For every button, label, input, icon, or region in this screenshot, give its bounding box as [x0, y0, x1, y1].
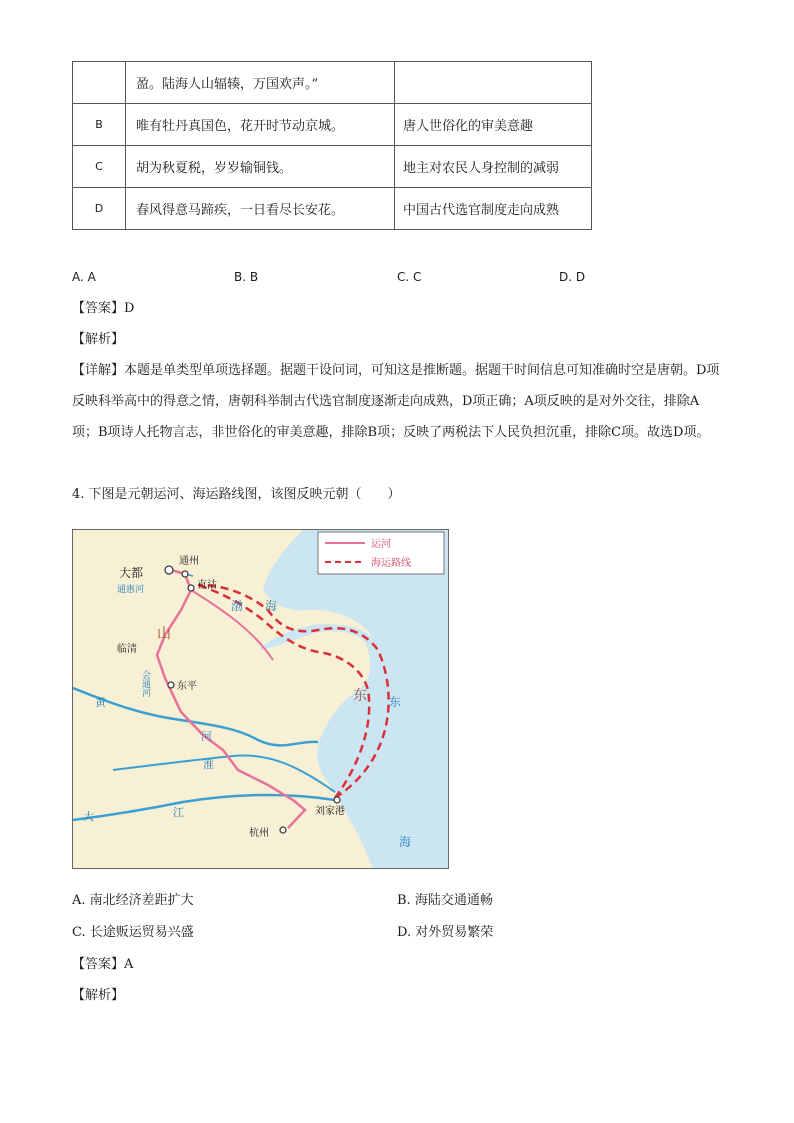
dongping-label: 东平: [177, 681, 197, 692]
row-letter: [73, 62, 126, 104]
hangzhou-label: 杭州: [249, 828, 269, 839]
sea-label-east: 东: [389, 695, 402, 709]
yellow-river: [73, 688, 318, 745]
row-letter: B: [73, 104, 126, 146]
linqing-label: 临清: [117, 644, 137, 655]
row-conclusion: 唐人世俗化的审美意趣: [395, 104, 592, 146]
table-row: [73, 146, 592, 188]
huaihe-label: 淮: [203, 758, 214, 771]
legend-canal-label: 运河: [371, 539, 391, 550]
map-svg: [73, 530, 448, 868]
legend-sea-label: 海运路线: [371, 558, 411, 569]
q3-answer: 【答案】D: [72, 301, 135, 316]
huanghe-label-1: 黄: [95, 696, 106, 709]
zhigu-marker: [188, 585, 194, 591]
q4-answer: 【答案】A: [72, 957, 134, 972]
changjiang-label-1: 大: [83, 810, 94, 823]
row-content: 唯有牡丹真国色，花开时节动京城。: [126, 104, 395, 146]
question-table: [72, 61, 592, 230]
table-row: [73, 62, 592, 104]
dadu-label: 大都: [119, 566, 144, 580]
tongzhou-marker: [182, 571, 188, 577]
row-letter: D: [73, 188, 126, 230]
q3-option-b: B. B: [234, 270, 259, 284]
yuan-canal-sea-route-map: [72, 529, 449, 869]
huanghe-label-2: 河: [201, 730, 212, 743]
dongping-marker: [168, 682, 174, 688]
row-content: 春风得意马蹄疾，一日看尽长安花。: [126, 188, 395, 230]
changjiang-label-2: 江: [173, 806, 184, 819]
zhigu-label: 直沽: [197, 580, 217, 591]
shandong-label-2: 东: [353, 688, 367, 704]
row-content: 胡为秋夏税，岁岁输铜钱。: [126, 146, 395, 188]
hangzhou-marker: [280, 827, 286, 833]
liujiagang-label: 刘家港: [315, 806, 345, 817]
dadu-marker: [165, 566, 173, 574]
q3-option-d: D. D: [559, 270, 586, 284]
tongzhou-label: 通州: [179, 556, 199, 567]
row-letter: C: [73, 146, 126, 188]
shandong-label-1: 山: [157, 626, 171, 642]
table-row: [73, 104, 592, 146]
row-conclusion: 中国古代选官制度走向成熟: [395, 188, 592, 230]
huitonghe-label: 会通河: [140, 670, 150, 697]
q3-detail: 【详解】本题是单类型单项选择题。据题干设问词，可知这是推断题。据题干时间信息可知准确时空是唐朝。D项反映科举高中的得意之情，唐朝科举制古代选官制度逐渐走向成熟，D项正确；A项反映的是对外交往，排除A项；B项诗人托物言志，非世俗化的审美意趣，排除B项；反映了两税法下人民负担沉重，排除C项。故选D项。: [72, 363, 720, 440]
east-sea-label: 海: [399, 835, 412, 849]
q3-option-a: A. A: [72, 270, 96, 284]
row-conclusion: 地主对农民人身控制的减弱: [395, 146, 592, 188]
q4-option-c: C. 长途贩运贸易兴盛: [72, 925, 194, 940]
row-content: 盈。陆海人山辐辏，万国欢声。”: [126, 62, 395, 104]
q4-option-d: D. 对外贸易繁荣: [397, 925, 494, 940]
q4-option-a: A. 南北经济差距扩大: [72, 893, 194, 908]
q3-option-c: C. C: [397, 270, 422, 284]
bohai-label-1: 渤: [231, 599, 244, 613]
table-row: [73, 188, 592, 230]
q3-analysis-heading: 【解析】: [72, 332, 125, 347]
row-conclusion: [395, 62, 592, 104]
tonghuihe-label: 通惠河: [117, 585, 145, 595]
q4-option-b: B. 海陆交通通畅: [397, 893, 493, 908]
liujiagang-marker: [334, 797, 340, 803]
huai-river: [113, 755, 335, 792]
q4-analysis-heading: 【解析】: [72, 988, 125, 1003]
bohai-label-2: 海: [265, 599, 278, 613]
q4-stem: 4. 下图是元朝运河、海运路线图，该图反映元朝（ ）: [72, 487, 401, 502]
yangtze-river: [73, 795, 335, 820]
